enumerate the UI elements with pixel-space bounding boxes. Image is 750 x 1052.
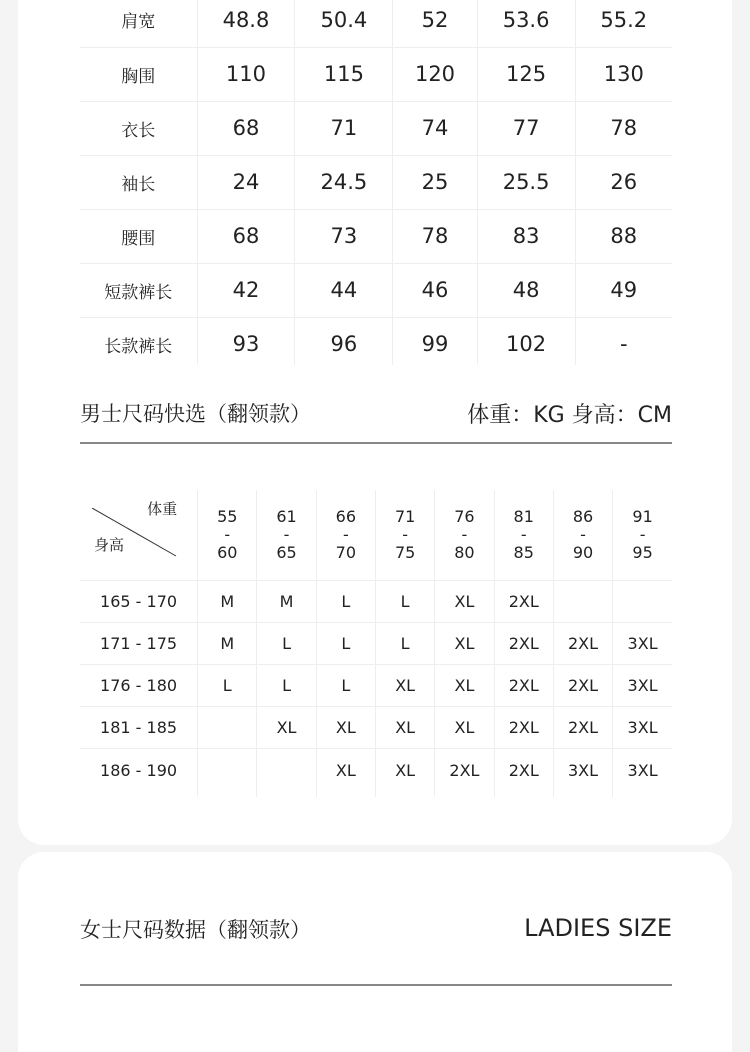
weight-header-part: 66 bbox=[335, 507, 357, 526]
weight-header-part: 65 bbox=[276, 543, 297, 562]
table-cell: 110 bbox=[197, 47, 295, 101]
size-cell: 2XL bbox=[494, 749, 553, 797]
size-cell: 2XL bbox=[494, 665, 553, 707]
table-cell: 99 bbox=[393, 317, 477, 365]
size-cell: M bbox=[257, 581, 316, 623]
size-cell: XL bbox=[316, 749, 375, 797]
divider bbox=[80, 984, 672, 986]
table-cell: 68 bbox=[197, 209, 295, 263]
size-cell: XL bbox=[435, 665, 494, 707]
table-cell: 55.2 bbox=[575, 0, 672, 47]
table-cell: 24.5 bbox=[295, 155, 393, 209]
size-cell: L bbox=[375, 623, 434, 665]
table-cell: 93 bbox=[197, 317, 295, 365]
weight-header bbox=[316, 490, 375, 581]
weight-header bbox=[553, 490, 612, 581]
weight-header-part: - bbox=[224, 525, 231, 544]
height-label: 186 - 190 bbox=[80, 749, 198, 797]
height-label: 171 - 175 bbox=[80, 623, 198, 665]
table-cell: 96 bbox=[295, 317, 393, 365]
row-label: 腰围 bbox=[80, 209, 197, 263]
men-size-table-wrap bbox=[18, 0, 732, 365]
ladies-heading bbox=[80, 914, 672, 944]
table-row bbox=[80, 317, 672, 365]
size-cell: XL bbox=[435, 581, 494, 623]
table-row bbox=[80, 0, 672, 47]
size-cell: 2XL bbox=[553, 623, 612, 665]
weight-header-part: 95 bbox=[632, 543, 653, 562]
size-cell: L bbox=[316, 665, 375, 707]
row-label: 短款裤长 bbox=[80, 263, 197, 317]
weight-header-part: 70 bbox=[335, 543, 357, 562]
weight-header bbox=[494, 490, 553, 581]
height-label: 165 - 170 bbox=[80, 581, 198, 623]
size-cell: 2XL bbox=[553, 665, 612, 707]
weight-header-part: - bbox=[461, 525, 468, 544]
ladies-subtitle: LADIES SIZE bbox=[524, 914, 672, 942]
size-cell: 3XL bbox=[613, 749, 672, 797]
quick-select-heading bbox=[80, 398, 672, 428]
table-cell: 44 bbox=[295, 263, 393, 317]
size-cell: L bbox=[257, 665, 316, 707]
weight-header bbox=[257, 490, 316, 581]
table-cell: 48.8 bbox=[197, 0, 295, 47]
row-label: 胸围 bbox=[80, 47, 197, 101]
table-cell: 53.6 bbox=[477, 0, 575, 47]
weight-header-part: 90 bbox=[572, 543, 594, 562]
weight-header bbox=[198, 490, 257, 581]
table-row bbox=[80, 263, 672, 317]
size-cell: XL bbox=[435, 623, 494, 665]
table-cell: 68 bbox=[197, 101, 295, 155]
table-cell: 24 bbox=[197, 155, 295, 209]
size-cell: XL bbox=[375, 749, 434, 797]
size-cell: L bbox=[316, 581, 375, 623]
table-row bbox=[80, 749, 672, 797]
table-cell: 48 bbox=[477, 263, 575, 317]
row-label: 肩宽 bbox=[121, 12, 156, 33]
table-cell: 52 bbox=[393, 0, 477, 47]
size-cell: XL bbox=[375, 707, 434, 749]
size-cell: 2XL bbox=[435, 749, 494, 797]
ladies-size-card bbox=[18, 852, 732, 1052]
weight-header-part: 61 bbox=[276, 507, 297, 526]
table-cell: 25.5 bbox=[477, 155, 575, 209]
table-row bbox=[80, 581, 672, 623]
quick-select-units: 体重：KG 身高：CM bbox=[467, 403, 672, 428]
weight-header-part: - bbox=[342, 525, 349, 544]
table-cell: 25 bbox=[393, 155, 477, 209]
weight-header-part: - bbox=[580, 525, 586, 544]
size-cell: 2XL bbox=[494, 707, 553, 749]
weight-header-part: 55 bbox=[217, 507, 238, 526]
table-row bbox=[80, 623, 672, 665]
ladies-title: 女士尺码数据（翻领款） bbox=[80, 918, 311, 942]
weight-header bbox=[435, 490, 494, 581]
table-row bbox=[80, 47, 672, 101]
size-cell bbox=[198, 707, 257, 749]
table-cell: - bbox=[575, 317, 672, 365]
weight-header-part: 71 bbox=[394, 507, 416, 526]
size-cell: L bbox=[375, 581, 434, 623]
height-label: 176 - 180 bbox=[80, 665, 198, 707]
size-cell: 3XL bbox=[613, 707, 672, 749]
weight-header-part: - bbox=[520, 525, 527, 544]
corner-weight-label: 体重 bbox=[147, 500, 178, 518]
quick-select-title: 男士尺码快选（翻领款） bbox=[80, 402, 311, 426]
size-cell bbox=[613, 581, 672, 623]
quick-select-table bbox=[80, 490, 672, 797]
size-cell: L bbox=[198, 665, 257, 707]
table-cell: 130 bbox=[575, 47, 672, 101]
weight-header bbox=[375, 490, 434, 581]
weight-header-part: 91 bbox=[632, 507, 653, 526]
weight-header-part: - bbox=[639, 525, 646, 544]
weight-header-part: 85 bbox=[513, 543, 534, 562]
table-row bbox=[80, 665, 672, 707]
table-row bbox=[80, 707, 672, 749]
divider bbox=[80, 442, 672, 444]
row-label: 衣长 bbox=[80, 101, 197, 155]
row-label: 袖长 bbox=[80, 155, 197, 209]
table-cell: 26 bbox=[575, 155, 672, 209]
table-cell: 73 bbox=[295, 209, 393, 263]
height-label: 181 - 185 bbox=[80, 707, 198, 749]
table-cell: 49 bbox=[575, 263, 672, 317]
table-cell: 78 bbox=[575, 101, 672, 155]
table-row bbox=[80, 209, 672, 263]
table-row bbox=[80, 155, 672, 209]
table-cell: 125 bbox=[477, 47, 575, 101]
table-cell: 83 bbox=[477, 209, 575, 263]
size-cell: XL bbox=[435, 707, 494, 749]
table-cell: 42 bbox=[197, 263, 295, 317]
weight-header-part: 80 bbox=[454, 543, 475, 562]
size-cell: 2XL bbox=[553, 707, 612, 749]
corner-cell bbox=[80, 490, 198, 581]
weight-header-part: - bbox=[283, 525, 290, 544]
table-cell: 102 bbox=[477, 317, 575, 365]
table-cell: 71 bbox=[295, 101, 393, 155]
weight-header bbox=[613, 490, 672, 581]
size-cell: 2XL bbox=[494, 581, 553, 623]
corner-height-label: 身高 bbox=[94, 536, 125, 554]
size-cell: XL bbox=[375, 665, 434, 707]
table-cell: 120 bbox=[393, 47, 477, 101]
size-cell: L bbox=[257, 623, 316, 665]
size-cell: 3XL bbox=[613, 665, 672, 707]
table-cell: 46 bbox=[393, 263, 477, 317]
table-cell: 50.4 bbox=[295, 0, 393, 47]
size-cell: M bbox=[198, 623, 257, 665]
size-cell bbox=[553, 581, 612, 623]
weight-header-part: 86 bbox=[572, 507, 594, 526]
men-size-card bbox=[18, 0, 732, 845]
size-cell bbox=[198, 749, 257, 797]
size-cell: XL bbox=[316, 707, 375, 749]
size-cell: 3XL bbox=[613, 623, 672, 665]
weight-header-part: 60 bbox=[217, 543, 238, 562]
men-size-table bbox=[80, 0, 672, 365]
table-cell: 74 bbox=[393, 101, 477, 155]
size-cell bbox=[257, 749, 316, 797]
table-cell: 77 bbox=[477, 101, 575, 155]
table-cell: 88 bbox=[575, 209, 672, 263]
weight-header-part: 75 bbox=[394, 543, 416, 562]
weight-header-part: 81 bbox=[513, 507, 534, 526]
size-cell: L bbox=[316, 623, 375, 665]
table-row bbox=[80, 101, 672, 155]
weight-header-part: 76 bbox=[454, 507, 475, 526]
row-label: 长款裤长 bbox=[80, 317, 197, 365]
weight-header-part: - bbox=[402, 525, 409, 544]
table-cell: 78 bbox=[393, 209, 477, 263]
size-cell: M bbox=[198, 581, 257, 623]
table-cell: 115 bbox=[295, 47, 393, 101]
size-cell: XL bbox=[257, 707, 316, 749]
size-cell: 3XL bbox=[553, 749, 612, 797]
size-cell: 2XL bbox=[494, 623, 553, 665]
